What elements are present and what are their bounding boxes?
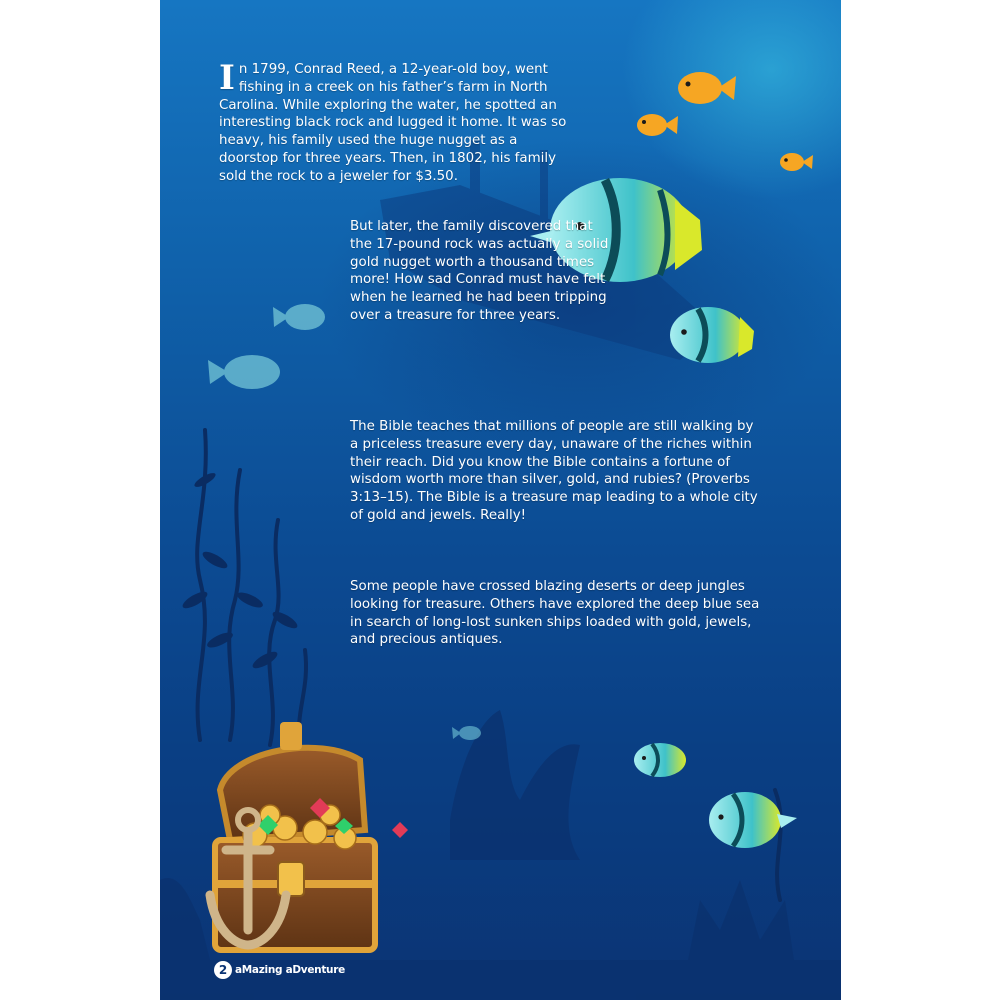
treasure-hunters-paragraph: Some people have crossed blazing deserts or deep jungles looking for treasure. Others have explored the deep blue sea in search of long-lost sunken ships loaded with gold, jewels, and precious antiques.	[350, 579, 760, 648]
intro-paragraph-text: n 1799, Conrad Reed, a 12-year-old boy, went fishing in a creek on his father’s farm in North Carolina. While exploring the water, he spotted an interesting black rock and lugged it home. It was so heavy, his family used the huge nugget as a doorstop for three years. Then, in 1802, his family sold the rock to a jeweler for $3.50.	[219, 62, 567, 184]
drop-cap: I	[219, 58, 235, 98]
butterfly-fish-small	[634, 743, 686, 777]
page-number: 2	[214, 961, 232, 979]
book-title: aMazing aDventure	[235, 964, 345, 976]
butterfly-fish-bottom	[709, 792, 797, 848]
page-footer	[214, 959, 345, 981]
bible-treasure-paragraph: The Bible teaches that millions of people are still walking by a priceless treasure every day, unaware of the riches within their reach. Did you know the Bible contains a fortune of wisdom worth more than silver, gold, and rubies? (Proverbs 3:13–15). The Bible is a treasure map leading to a whole city of gold and jewels. Really!	[350, 419, 758, 523]
intro-paragraph	[219, 58, 569, 186]
gold-nugget-paragraph: But later, the family discovered that the 17-pound rock was actually a solid gold nugget worth a thousand times more! How sad Conrad must have felt when he learned he had been tripping over a treasure for three years.	[350, 219, 609, 323]
story-page	[160, 0, 841, 1000]
